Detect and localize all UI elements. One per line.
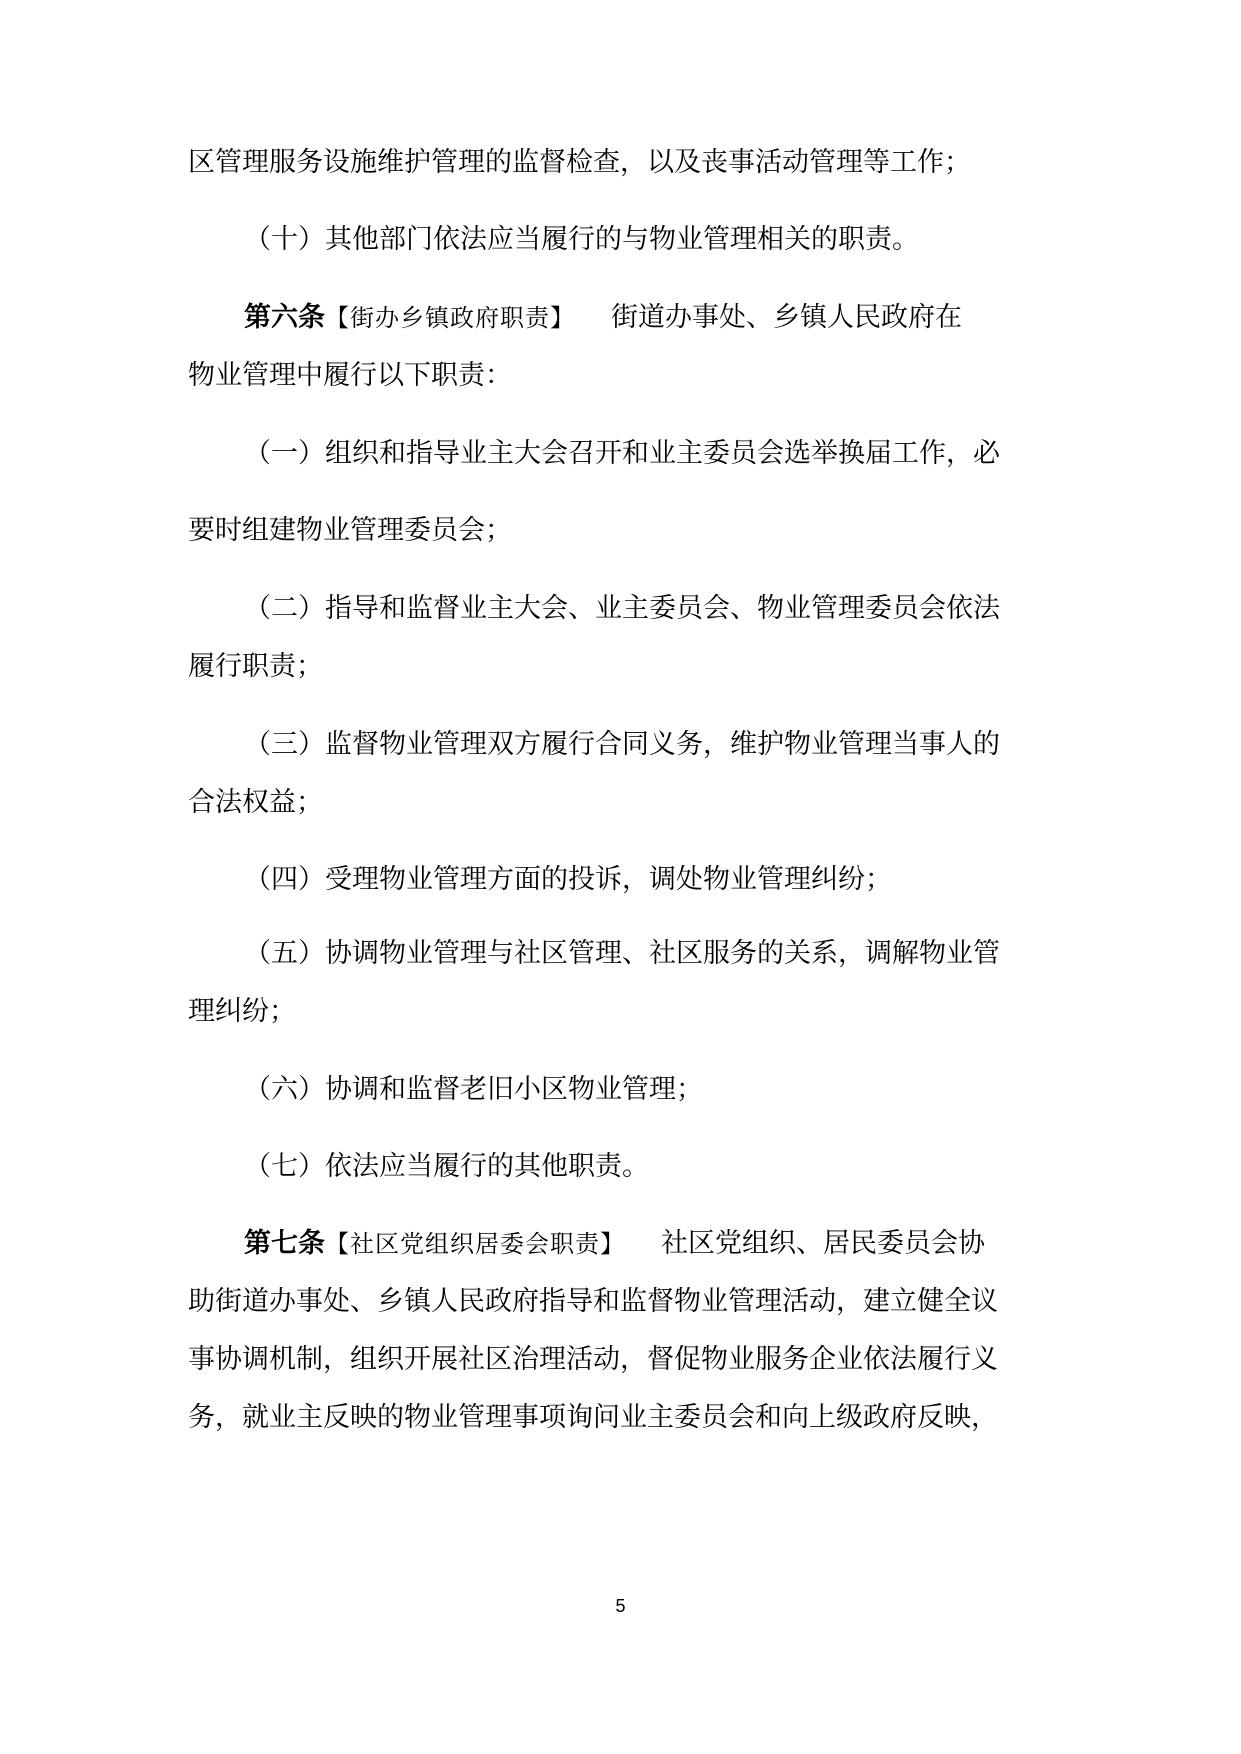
page-number: 5 [615,1596,626,1616]
article-7-title: 【社区党组织居委会职责】 [325,1230,625,1258]
article-6-number: 第六条 [244,302,325,333]
paragraph-line: （三）监督物业管理双方履行合同义务，维护物业管理当事人的 [244,729,1000,760]
paragraph-line: （一）组织和指导业主大会召开和业主委员会选举换届工作，必 [244,438,1000,469]
paragraph-line: 事协调机制，组织开展社区治理活动，督促物业服务企业依法履行义 [188,1344,998,1375]
paragraph-line: 物业管理中履行以下职责： [188,360,512,391]
paragraph-line: （六）协调和监督老旧小区物业管理； [244,1074,703,1105]
article-7-text: 社区党组织、居民委员会协 [661,1228,985,1259]
paragraph-line: （四）受理物业管理方面的投诉，调处物业管理纠纷； [244,864,892,895]
paragraph-line: 履行职责； [188,651,323,682]
paragraph-line: 助街道办事处、乡镇人民政府指导和监督物业管理活动，建立健全议 [188,1286,998,1317]
paragraph-line: （二）指导和监督业主大会、业主委员会、物业管理委员会依法 [244,593,1000,624]
paragraph-line: 务，就业主反映的物业管理事项询问业主委员会和向上级政府反映， [188,1402,998,1433]
article-7-number: 第七条 [244,1228,325,1259]
article-6-text: 街道办事处、乡镇人民政府在 [611,302,962,333]
article-6-title: 【街办乡镇政府职责】 [325,304,575,332]
paragraph-line: 要时组建物业管理委员会； [188,515,512,546]
paragraph-line: （七）依法应当履行的其他职责。 [244,1151,649,1182]
article-7-first-line [0,1222,1241,1266]
paragraph-line: 合法权益； [188,787,323,818]
paragraph-line: 区管理服务设施维护管理的监督检查，以及丧事活动管理等工作； [188,147,971,178]
article-6-first-line [0,296,1241,340]
paragraph-line: （十）其他部门依法应当履行的与物业管理相关的职责。 [244,224,919,255]
paragraph-line: 理纠纷； [188,996,296,1027]
paragraph-line: （五）协调物业管理与社区管理、社区服务的关系，调解物业管 [244,938,1000,969]
